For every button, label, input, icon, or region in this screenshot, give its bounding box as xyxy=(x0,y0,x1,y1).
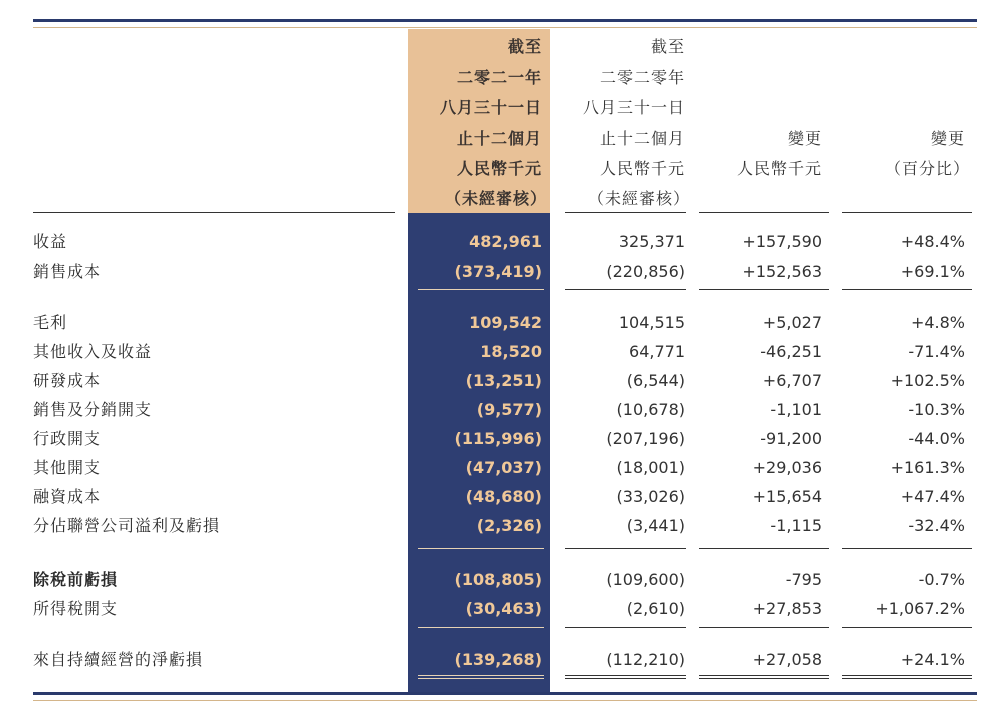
row-prior: (112,210) xyxy=(606,650,685,669)
row-label: 所得稅開支 xyxy=(33,599,119,618)
row-change: +6,707 xyxy=(762,371,822,390)
row-current: (30,463) xyxy=(465,599,542,618)
row-change: -1,115 xyxy=(770,516,822,535)
row-label: 融資成本 xyxy=(33,487,102,506)
subtotal-underline-current xyxy=(418,289,544,290)
total-underline-pct-1 xyxy=(842,675,972,676)
row-change: +152,563 xyxy=(742,262,822,281)
row-pct: -0.7% xyxy=(918,570,965,589)
row-pct: +161.3% xyxy=(890,458,965,477)
header-change-title: 變更 xyxy=(787,129,822,148)
table-row xyxy=(0,595,1005,623)
total-underline-pct-2 xyxy=(842,678,972,679)
header-underline-change xyxy=(699,212,829,213)
table-row xyxy=(0,646,1005,674)
header-change-unit: 人民幣千元 xyxy=(736,159,822,178)
row-current: (108,805) xyxy=(454,570,542,589)
row-current: 109,542 xyxy=(469,313,542,332)
row-change: +157,590 xyxy=(742,232,822,251)
row-pct: +4.8% xyxy=(910,313,965,332)
row-pct: +24.1% xyxy=(900,650,965,669)
row-current: (373,419) xyxy=(454,262,542,281)
top-rule xyxy=(33,19,977,22)
row-pct: -32.4% xyxy=(908,516,965,535)
subtotal-underline-change xyxy=(699,627,829,628)
row-label: 其他收入及收益 xyxy=(33,342,153,361)
bottom-rule-gold xyxy=(33,700,977,701)
subtotal-underline-pct xyxy=(842,548,972,549)
header-current-line6: （未經審核） xyxy=(444,189,547,208)
header-prior-line6: （未經審核） xyxy=(587,189,690,208)
header-prior-line4: 止十二個月 xyxy=(599,129,685,148)
total-underline-change-1 xyxy=(699,675,829,676)
subtotal-underline-prior xyxy=(565,548,686,549)
table-row xyxy=(0,483,1005,511)
row-change: -46,251 xyxy=(760,342,822,361)
row-prior: (207,196) xyxy=(606,429,685,448)
row-current: (47,037) xyxy=(465,458,542,477)
row-label: 毛利 xyxy=(33,313,68,332)
subtotal-underline-current xyxy=(418,627,544,628)
row-prior: (33,026) xyxy=(616,487,685,506)
bottom-rule xyxy=(33,692,977,695)
header-prior-line2: 二零二零年 xyxy=(599,68,685,87)
header-current-line1: 截至 xyxy=(507,37,542,56)
header-pct-title: 變更 xyxy=(930,129,965,148)
row-change: +5,027 xyxy=(762,313,822,332)
total-underline-prior-2 xyxy=(565,678,686,679)
row-change: +29,036 xyxy=(752,458,822,477)
total-underline-current-1 xyxy=(418,675,544,676)
header-underline-prior xyxy=(565,212,686,213)
row-prior: 64,771 xyxy=(629,342,685,361)
subtotal-underline-pct xyxy=(842,627,972,628)
row-current: (9,577) xyxy=(476,400,542,419)
subtotal-underline-prior xyxy=(565,627,686,628)
table-row xyxy=(0,367,1005,395)
row-label: 研發成本 xyxy=(33,371,102,390)
row-prior: 325,371 xyxy=(618,232,685,251)
row-prior: (220,856) xyxy=(606,262,685,281)
row-label: 其他開支 xyxy=(33,458,102,477)
row-label: 收益 xyxy=(33,232,68,251)
header-prior-line3: 八月三十一日 xyxy=(582,98,685,117)
total-underline-prior-1 xyxy=(565,675,686,676)
row-current: 18,520 xyxy=(480,342,542,361)
header-prior-line5: 人民幣千元 xyxy=(599,159,685,178)
row-label: 銷售及分銷開支 xyxy=(33,400,153,419)
row-change: -795 xyxy=(785,570,822,589)
table-row xyxy=(0,396,1005,424)
row-current: (13,251) xyxy=(465,371,542,390)
row-pct: +102.5% xyxy=(890,371,965,390)
row-prior: (6,544) xyxy=(626,371,685,390)
header-current-line4: 止十二個月 xyxy=(456,129,542,148)
table-row xyxy=(0,566,1005,594)
row-current: (115,996) xyxy=(454,429,542,448)
row-prior: 104,515 xyxy=(618,313,685,332)
total-underline-current-2 xyxy=(418,678,544,679)
subtotal-underline-pct xyxy=(842,289,972,290)
row-pct: +1,067.2% xyxy=(875,599,965,618)
header-pct-unit: （百分比） xyxy=(884,159,970,178)
row-label: 除稅前虧損 xyxy=(33,570,119,589)
row-pct: +47.4% xyxy=(900,487,965,506)
row-change: +27,058 xyxy=(752,650,822,669)
row-change: +15,654 xyxy=(752,487,822,506)
subtotal-underline-current xyxy=(418,548,544,549)
row-pct: -44.0% xyxy=(908,429,965,448)
total-underline-change-2 xyxy=(699,678,829,679)
row-pct: -10.3% xyxy=(908,400,965,419)
row-current: 482,961 xyxy=(469,232,542,251)
row-prior: (10,678) xyxy=(616,400,685,419)
table-row xyxy=(0,309,1005,337)
header-underline-pct xyxy=(842,212,972,213)
row-current: (139,268) xyxy=(454,650,542,669)
table-row xyxy=(0,228,1005,256)
header-current-line5: 人民幣千元 xyxy=(456,159,542,178)
row-pct: -71.4% xyxy=(908,342,965,361)
header-underline-label xyxy=(33,212,395,213)
header-prior-line1: 截至 xyxy=(650,37,685,56)
header-current-line3: 八月三十一日 xyxy=(439,98,542,117)
row-prior: (18,001) xyxy=(616,458,685,477)
table-row xyxy=(0,454,1005,482)
table-row xyxy=(0,338,1005,366)
table-row xyxy=(0,425,1005,453)
row-pct: +48.4% xyxy=(900,232,965,251)
subtotal-underline-change xyxy=(699,548,829,549)
subtotal-underline-change xyxy=(699,289,829,290)
row-label: 銷售成本 xyxy=(33,262,102,281)
header-current-line2: 二零二一年 xyxy=(456,68,542,87)
top-rule-gold xyxy=(33,27,977,28)
table-row xyxy=(0,258,1005,286)
row-change: +27,853 xyxy=(752,599,822,618)
row-current: (2,326) xyxy=(476,516,542,535)
row-label: 行政開支 xyxy=(33,429,102,448)
row-prior: (3,441) xyxy=(626,516,685,535)
row-current: (48,680) xyxy=(465,487,542,506)
row-pct: +69.1% xyxy=(900,262,965,281)
table-row xyxy=(0,512,1005,540)
row-label: 來自持續經營的淨虧損 xyxy=(33,650,204,669)
row-label: 分佔聯營公司溢利及虧損 xyxy=(33,516,221,535)
row-prior: (2,610) xyxy=(626,599,685,618)
row-change: -1,101 xyxy=(770,400,822,419)
subtotal-underline-prior xyxy=(565,289,686,290)
row-change: -91,200 xyxy=(760,429,822,448)
row-prior: (109,600) xyxy=(606,570,685,589)
